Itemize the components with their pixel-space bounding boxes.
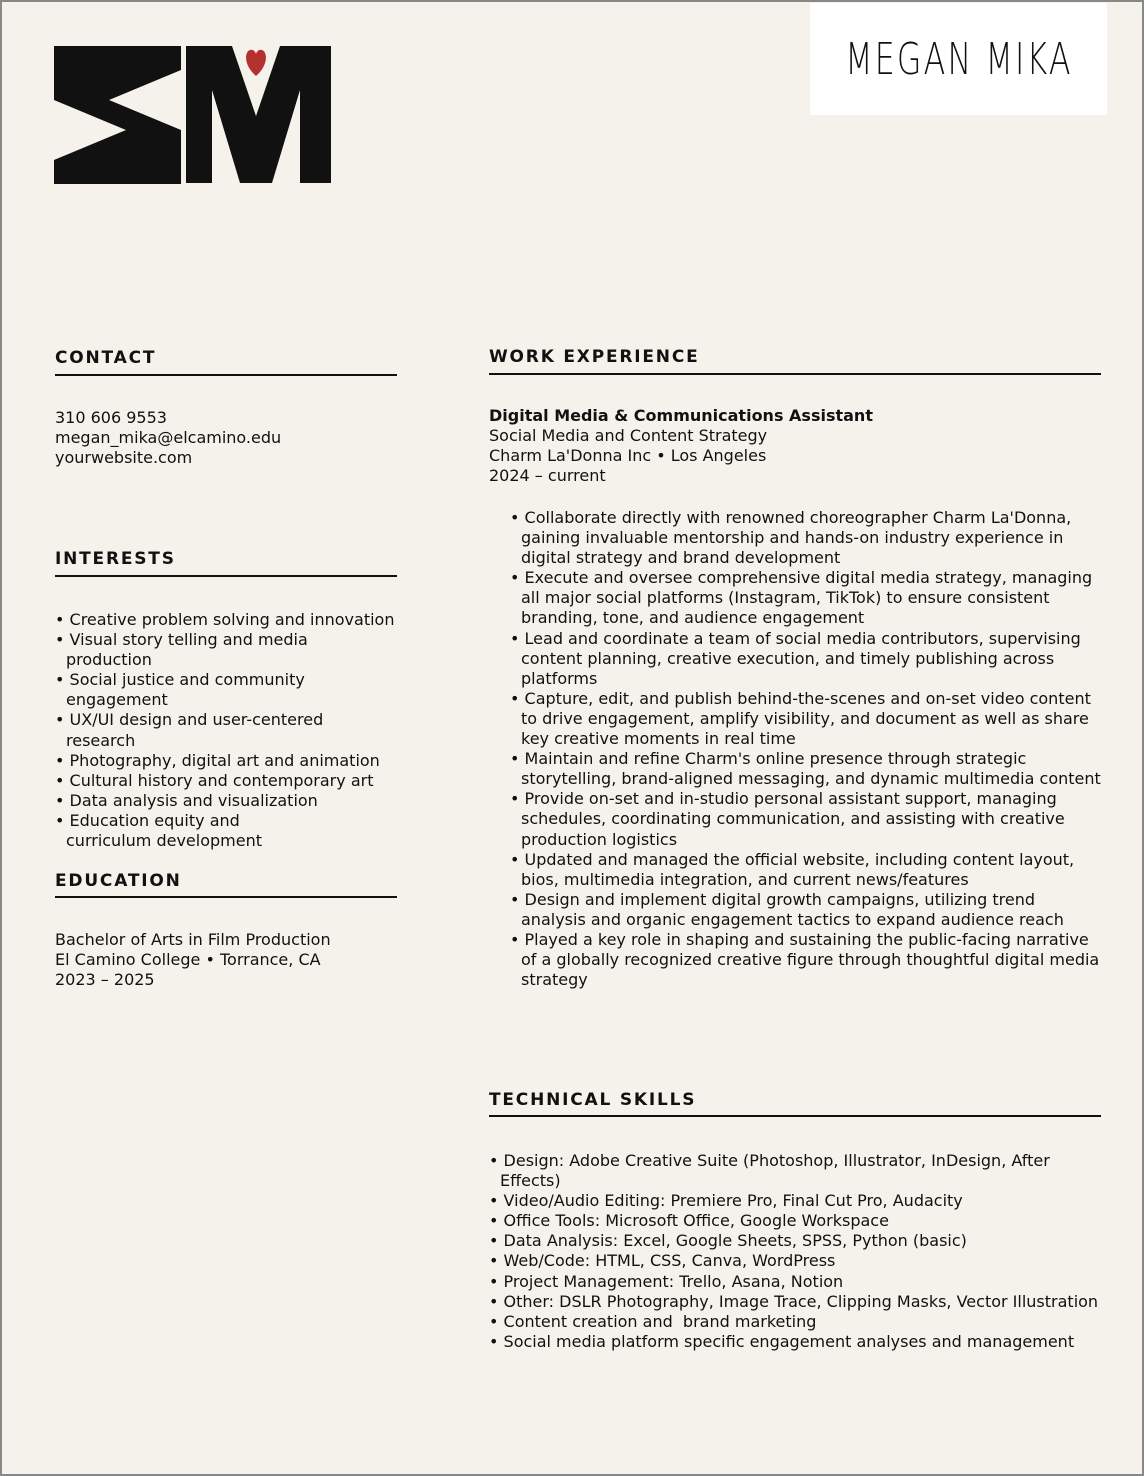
list-item: • Visual story telling and media production xyxy=(55,630,395,670)
interests-list xyxy=(55,610,395,851)
contact-heading: CONTACT xyxy=(55,348,157,368)
list-item: • Updated and managed the official website, including content layout, bios, multimedia integration, and current news/features xyxy=(489,850,1101,890)
work-heading: WORK EXPERIENCE xyxy=(489,347,700,367)
interests-divider xyxy=(55,575,397,577)
list-item: • Design: Adobe Creative Suite (Photoshop, Illustrator, InDesign, After Effects) xyxy=(489,1151,1109,1191)
contact-phone: 310 606 9553 xyxy=(55,408,167,427)
contact-details xyxy=(55,408,281,468)
list-item: • Project Management: Trello, Asana, Notion xyxy=(489,1272,1109,1292)
education-details xyxy=(55,930,331,990)
skills-heading: TECHNICAL SKILLS xyxy=(489,1090,697,1110)
education-school: El Camino College • Torrance, CA xyxy=(55,950,321,970)
name-plate xyxy=(810,3,1107,115)
monogram-logo xyxy=(54,46,332,184)
list-item: • Web/Code: HTML, CSS, Canva, WordPress xyxy=(489,1251,1109,1271)
job-entry xyxy=(489,406,1101,486)
list-item: • Provide on-set and in-studio personal assistant support, managing schedules, coordinating communication, and assisting with creative production logistics xyxy=(489,789,1101,849)
contact-email: megan_mika@elcamino.edu xyxy=(55,428,282,448)
job-title: Digital Media & Communications Assistant xyxy=(489,406,873,425)
heart-icon xyxy=(246,50,266,76)
list-item: • Capture, edit, and publish behind-the-scenes and on-set video content to drive engagement, amplify visibility, and document as well as share key creative moments in real time xyxy=(489,689,1101,749)
interests-heading: INTERESTS xyxy=(55,549,176,569)
education-dates: 2023 – 2025 xyxy=(55,970,155,990)
work-divider xyxy=(489,373,1101,375)
skills-divider xyxy=(489,1115,1101,1117)
list-item: • Data Analysis: Excel, Google Sheets, SPSS, Python (basic) xyxy=(489,1231,1109,1251)
list-item: • Maintain and refine Charm's online presence through strategic storytelling, brand-aligned messaging, and dynamic multimedia content xyxy=(489,749,1101,789)
list-item: • Lead and coordinate a team of social media contributors, supervising content planning, creative execution, and timely publishing across platforms xyxy=(489,629,1101,689)
monogram-letter-e xyxy=(54,46,181,184)
contact-website: yourwebsite.com xyxy=(55,448,193,468)
list-item: • Education equity and curriculum development xyxy=(55,811,326,851)
list-item: • Photography, digital art and animation xyxy=(55,751,395,771)
list-item: • Office Tools: Microsoft Office, Google Workspace xyxy=(489,1211,1109,1231)
skills-list xyxy=(489,1151,1109,1352)
education-degree: Bachelor of Arts in Film Production xyxy=(55,930,331,949)
list-item: • Design and implement digital growth campaigns, utilizing trend analysis and organic engagement tactics to expand audience reach xyxy=(489,890,1101,930)
list-item: • Other: DSLR Photography, Image Trace, Clipping Masks, Vector Illustration xyxy=(489,1292,1109,1312)
list-item: • Played a key role in shaping and sustaining the public-facing narrative of a globally recognized creative figure through thoughtful digital media strategy xyxy=(489,930,1101,990)
list-item: • Social justice and community engagement xyxy=(55,670,395,710)
job-bullets xyxy=(489,508,1101,990)
list-item: • Cultural history and contemporary art xyxy=(55,771,395,791)
list-item: • Video/Audio Editing: Premiere Pro, Final Cut Pro, Audacity xyxy=(489,1191,1109,1211)
list-item: • Social media platform specific engagement analyses and management xyxy=(489,1332,1109,1352)
contact-divider xyxy=(55,374,397,376)
list-item: • Data analysis and visualization xyxy=(55,791,395,811)
list-item: • UX/UI design and user-centered research xyxy=(55,710,395,750)
education-heading: EDUCATION xyxy=(55,871,182,891)
full-name: MEGAN MIKA xyxy=(844,33,1073,85)
job-dates: 2024 – current xyxy=(489,466,606,486)
list-item: • Content creation and brand marketing xyxy=(489,1312,1109,1332)
list-item: • Creative problem solving and innovation xyxy=(55,610,395,630)
list-item: • Collaborate directly with renowned choreographer Charm La'Donna, gaining invaluable mentorship and hands-on industry experience in digital strategy and brand development xyxy=(489,508,1101,568)
job-subtitle: Social Media and Content Strategy xyxy=(489,426,768,446)
education-divider xyxy=(55,896,397,898)
job-company: Charm La'Donna Inc • Los Angeles xyxy=(489,446,767,466)
list-item: • Execute and oversee comprehensive digital media strategy, managing all major social platforms (Instagram, TikTok) to ensure consistent branding, tone, and audience engagement xyxy=(489,568,1101,628)
